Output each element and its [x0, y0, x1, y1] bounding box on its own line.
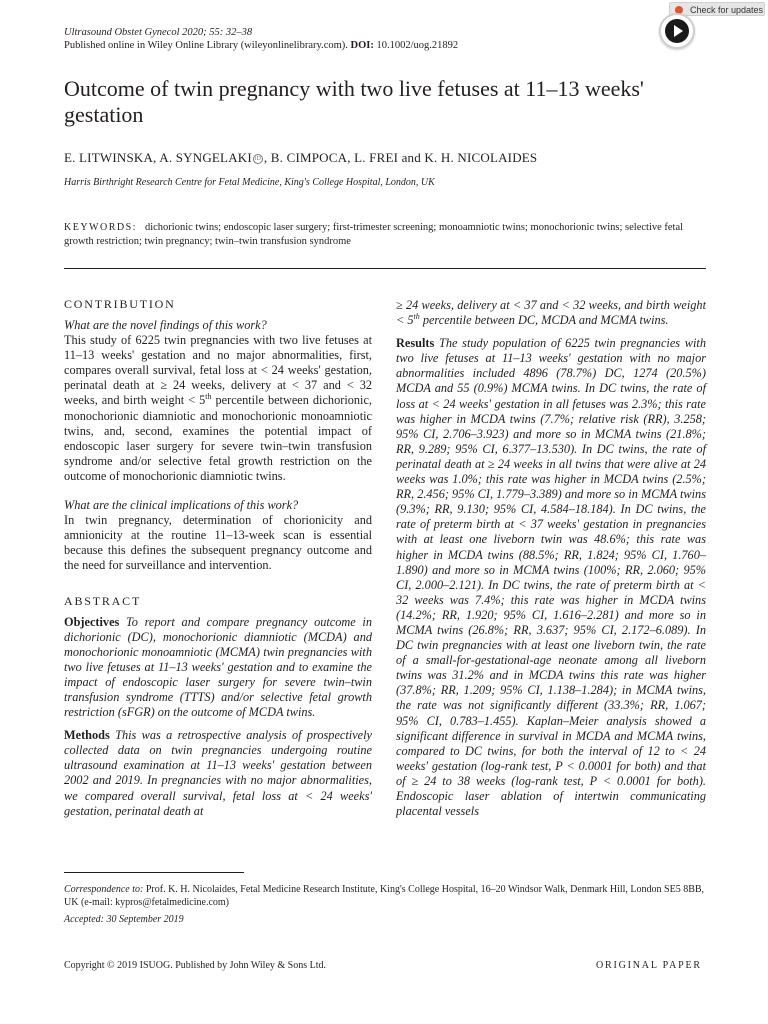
copyright: Copyright © 2019 ISUOG. Published by John Wiley & Sons Ltd. — [64, 960, 327, 971]
methods-label: Methods — [64, 728, 110, 743]
check-for-updates-badge[interactable] — [663, 0, 768, 50]
authors-part-1: E. LITWINSKA, A. SYNGELAKI — [64, 150, 252, 165]
correspondence-label: Correspondence to: — [64, 884, 144, 895]
keywords — [64, 221, 706, 249]
doi-link[interactable]: 10.1002/uog.21892 — [373, 40, 459, 51]
answer-novel-findings: This study of 6225 twin pregnancies with two live fetuses at 11–13 weeks' gestation and no major abnormalities, first, compares overall survival, fetal loss at < 24 weeks' gestation, perinatal death at ≥ 24 weeks, delivery at < 37 and < 32 weeks, and birth weight < 5th percentile between dichorionic, monochorionic diamniotic and monochorionic monoamniotic twins, and, second, examines the potential impact of endoscopic laser surgery for severe twin–twin transfusion syndrome and/or selective fetal growth restriction on the outcome of monochorionic diamniotic twins. — [64, 333, 372, 483]
article-title: Outcome of twin pregnancy with two live fetuses at 11–13 weeks' gestation — [64, 76, 644, 127]
question-clinical-implications: What are the clinical implications of this work? — [64, 498, 299, 513]
abstract-objectives: Objectives To report and compare pregnancy outcome in dichorionic (DC), monochorionic diamniotic (MCDA) and monochorionic monoamniotic (MCMA) twin pregnancies with two live fetuses at 11–13 weeks' gestation and to examine the impact of endoscopic laser surgery for severe twin–twin transfusion syndrome (TTTS) and/or selective fetal growth restriction (sFGR) on the outcome of MCDA twins. — [64, 614, 372, 720]
footnote-divider — [64, 872, 244, 873]
left-column — [64, 297, 372, 819]
author-list — [64, 150, 537, 166]
check-for-updates-label: Check for updates — [690, 5, 764, 15]
answer-clinical-implications: In twin pregnancy, determination of chorionicity and amnionicity at the routine 11–13-week scan is essential because this defines the subsequent pregnancy outcome and the need for surveillance and intervention. — [64, 513, 372, 573]
abstract-methods-continued: ≥ 24 weeks, delivery at < 37 and < 32 weeks, and birth weight < 5th percentile between DC, MCDA and MCMA twins. — [396, 298, 706, 328]
orcid-icon[interactable]: iD — [254, 156, 262, 162]
authors-part-2: , B. CIMPOCA, L. FREI and K. H. NICOLAIDES — [263, 150, 538, 165]
correspondence-text: Prof. K. H. Nicolaides, Fetal Medicine Research Institute, King's College Hospital, 16–20 Windsor Walk, Denmark Hill, London SE5 8BB, UK (e-mail: kypros@fetalmedicine.com) — [64, 884, 705, 908]
keywords-label: KEYWORDS: — [64, 222, 137, 233]
divider — [64, 268, 706, 269]
contribution-heading: CONTRIBUTION — [64, 297, 176, 311]
objectives-label: Objectives — [64, 614, 120, 629]
abstract-methods: Methods This was a retrospective analysis of prospectively collected data on twin pregnancies undergoing routine ultrasound examination at 11–13 weeks' gestation between 2002 and 2019. In pregnancies with no major abnormalities, we compared overall survival, fetal loss at < 24 weeks' gestation, perinatal death at — [64, 728, 372, 818]
publication-info — [64, 39, 458, 53]
results-label: Results — [396, 336, 435, 351]
play-icon — [665, 19, 689, 43]
check-updates-button[interactable] — [659, 13, 695, 49]
paper-type: ORIGINAL PAPER — [596, 960, 702, 971]
keywords-text: dichorionic twins; endoscopic laser surgery; first-trimester screening; monoamniotic twins; monochorionic twins; selective fetal growth restriction; twin pregnancy; twin–twin transfusion syndrome — [64, 222, 684, 247]
footnote — [64, 883, 706, 926]
abstract-results: Results The study population of 6225 twin pregnancies with two live fetuses at 11–13 weeks' gestation with no major abnormalities included 4896 (78.7%) DC, 1274 (20.5%) MCDA and 55 (0.9%) MCMA twins. In DC twins, the rate of loss at < 24 weeks' gestation in all fetuses was 2.3%; this rate was higher in MCDA twins (7.7%; relative risk (RR), 3.258; 95% CI, 2.706–3.923) and more so in MCMA twins (21.8%; RR, 9.289; 95% CI, 6.377–13.530). In DC twins, the rate of perinatal death at ≥ 24 weeks in all twins that were alive at 24 weeks was 1.0%; this rate was higher in MCDA twins (2.5%; RR, 2.456; 95% CI, 1.779–3.389) and more so in MCMA twins (9.3%; RR, 9.130; 95% CI, 4.584–18.184). In DC twins, the rate of preterm birth at < 37 weeks' gestation in pregnancies with at least one liveborn twin was 48.6%; this rate was higher in MCDA twins (88.5%; RR, 1.824; 95% CI, 1.760–1.890) and more so in MCMA twins (100%; RR, 2.060; 95% CI, 2.000–2.121). In DC twins, the rate of preterm birth at < 32 weeks was 7.4%; this rate was higher in MCDA twins (14.2%; RR, 1.920; 95% CI, 1.616–2.281) and more so in MCMA twins (26.8%; RR, 3.637; 95% CI, 2.172–6.089). In DC twin pregnancies with at least one liveborn twin, the rate of a small-for-gestational-age neonate among all liveborn twins was 31.2% and in MCDA twins this rate was higher (37.8%; RR, 1.209; 95% CI, 1.138–1.284); in MCMA twins, the rate was not significantly different (33.3%; RR, 1.067; 95% CI, 0.783–1.455). Kaplan–Meier analysis showed a significant difference in survival in MCDA and MCMA twins, compared to DC twins, for both the interval of 12 to < 24 weeks' gestation (log-rank test, P < 0.0001 for both) and that of ≥ 24 to 38 weeks (log-rank test, P < 0.0001 for both). Endoscopic laser ablation of intertwin communicating placental vessels — [396, 336, 706, 819]
correspondence — [64, 883, 706, 909]
published-text: Published online in Wiley Online Library (wileyonlinelibrary.com). — [64, 40, 351, 51]
right-column — [396, 298, 706, 819]
affiliation: Harris Birthright Research Centre for Fetal Medicine, King's College Hospital, London, UK — [64, 177, 435, 188]
question-novel-findings: What are the novel findings of this work? — [64, 318, 267, 332]
abstract-heading: ABSTRACT — [64, 593, 142, 608]
doi-label: DOI: — [350, 40, 374, 51]
accepted-date: Accepted: 30 September 2019 — [64, 914, 184, 925]
journal-citation: Ultrasound Obstet Gynecol 2020; 55: 32–38 — [64, 27, 253, 38]
